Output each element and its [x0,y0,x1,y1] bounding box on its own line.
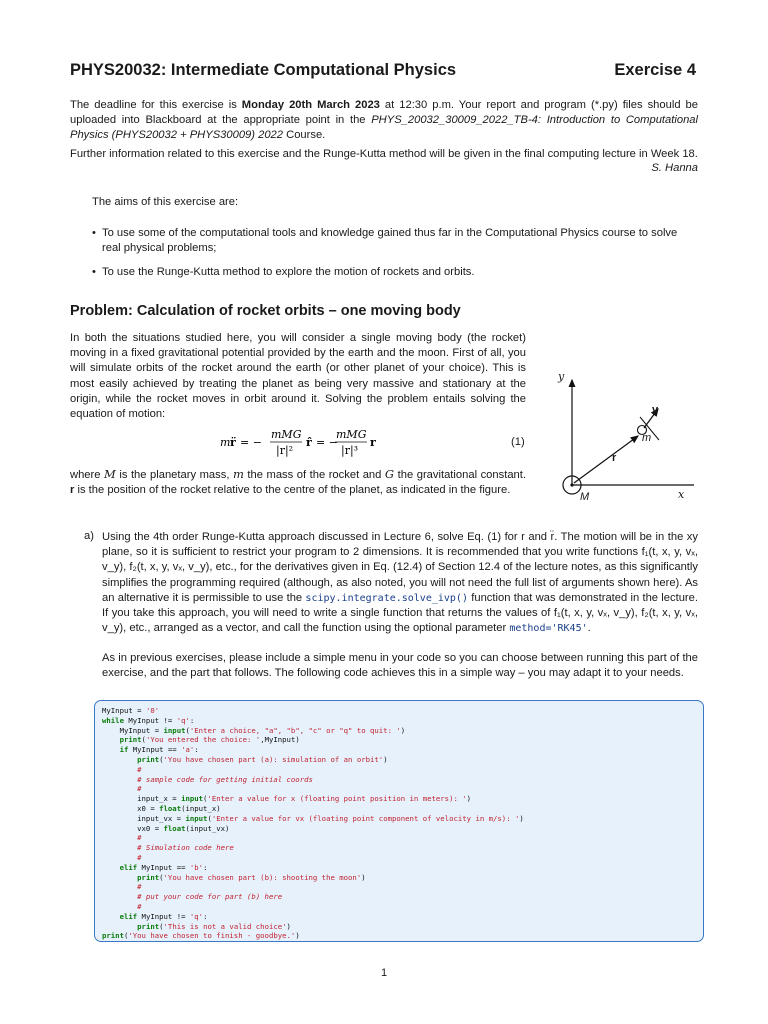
code-listing [102,706,524,941]
info-paragraph: Further information related to this exercise and the Runge-Kutta method will be given in the final computing lecture in Week 18. [70,148,698,160]
y-axis-label: y [558,370,565,383]
rocket-mass-label: m [642,432,652,444]
svg-text:mMG: mMG [336,428,367,441]
svg-text:|r|³: |r|³ [341,444,359,457]
deadline-date: Monday 20th March 2023 [241,99,380,111]
velocity-label: v [652,404,659,416]
deadline-paragraph: The deadline for this exercise is Monday 20th March 2023 at 12:30 p.m. Your report and program (*.py) files should be uploaded into Blackboard at the appropriate point in the PHYS_20032_30009_2022_TB-4: Introduction to Computational Physics (PHYS20032 + PHYS30009) 2022 Course. [70,99,699,142]
code-line: MyInput = input('Enter a choice, "a", "b", "c" or "q" to quit: ') [102,725,406,735]
svg-text:|r|²: |r|² [276,444,294,457]
code-line: # [102,833,142,843]
position-vector [574,436,638,483]
variables-paragraph: where M is the planetary mass, m the mass of the rocket and G the gravitational constant. r is the position of the rocket relative to the centre of the planet, as indicated in the figure. [70,467,526,497]
aim-item: • To use some of the computational tools and knowledge gained thus far in the Computational Physics course to solve real physical problems; [92,227,678,255]
svg-text:r̈: r̈ [230,436,236,449]
svg-text:r̂: r̂ [306,436,312,449]
code-line: while MyInput != 'q': [102,715,195,725]
code-line: # [102,784,142,794]
document-title: PHYS20032: Intermediate Computational Physics [70,61,457,79]
code-line: print('This is not a valid choice') [137,921,291,931]
aim-item: • To use the Runge-Kutta method to explore the motion of rockets and orbits. [92,266,475,278]
svg-text:= −: = − [240,436,262,449]
code-line: vx0 = float(input_vx) [102,823,230,833]
orbit-figure [548,368,708,508]
svg-text:m: m [220,436,231,449]
x-axis-label: x [678,488,685,501]
planet-mass-label: M [580,491,590,503]
code-line: elif MyInput == 'b': [119,862,208,872]
code-line: # [102,882,142,892]
planet-center [570,483,573,486]
problem-paragraph: In both the situations studied here, you will consider a single moving body (the rocket) moving in a fixed gravitational potential provided by the earth and the moon. First of all, you will simulate orbits of the rocket around the earth (or other planet of your choice). This is most easily achieved by treating the planet as being very massive and stationary at the origin, while the rocket moves in orbit around it. Solving the problem entails solving the equation of motion: [70,332,526,421]
code-line: input_vx = input('Enter a value for vx (floating point component of velocity in m/s): ') [102,813,524,823]
code-line: if MyInput == 'a': [119,745,199,755]
page-number: 1 [380,967,388,979]
code-line: print('You have chosen to finish - goodbye.') [102,931,300,941]
code-line: MyInput = '0' [102,706,160,715]
code-line: # put your code for part (b) here [102,892,283,902]
course-path: PHYS_20032_30009_2022_TB-4: Introduction to Computational Physics (PHYS20032 + PHYS30009) 2022 [70,114,698,142]
method-parameter: method='RK45' [509,623,588,635]
code-line: # [102,901,142,911]
code-line: print('You entered the choice: ',MyInput) [119,735,300,745]
equation-of-motion [220,426,540,462]
code-line: input_x = input('Enter a value for x (floating point position in meters): ') [102,794,472,804]
problem-heading: Problem: Calculation of rocket orbits – one moving body [70,303,461,319]
code-line: elif MyInput != 'q': [119,911,208,921]
part-label: a) [84,530,94,542]
svg-text:mMG: mMG [271,428,302,441]
code-line: # [102,764,142,774]
code-line: # [102,852,142,862]
menu-paragraph: As in previous exercises, please include a simple menu in your code so you can choose between running this part of the exercise, and the part that follows. The following code achieves this in a simple way – you may adapt it to your needs. [102,652,698,680]
code-line: # Simulation code here [102,843,234,853]
equation-number: (1) [511,436,525,448]
author-signature: S. Hanna [651,162,698,174]
svg-text:= −: = − [316,436,338,449]
solve-ivp-function: scipy.integrate.solve_ivp() [305,592,468,604]
exercise-number: Exercise 4 [614,61,696,79]
position-label: r [612,452,617,464]
code-line: print('You have chosen part (a): simulation of an orbit') [137,754,388,764]
code-line: print('You have chosen part (b): shooting the moon') [137,872,366,882]
code-line: # sample code for getting initial coords [102,774,313,784]
code-line: x0 = float(input_x) [102,803,221,813]
svg-text:r: r [370,436,376,449]
part-a-paragraph: Using the 4th order Runge-Kutta approach discussed in Lecture 6, solve Eq. (1) for r and r̈. The motion will be in the xy plane, so it is sufficient to restrict your program to 2 dimensions. It is recommended that you write functions f₁(t, x, y, vₓ, v_y), f₂(t, x, y, vₓ, v_y), etc., for the derivatives given in Eq. (12.4) of Section 12.4 of the lecture notes, as this significantly simplifies the programming required (although, as also noted, you will not need the full list of arguments shown here). As an alternative it is permissible to use the scipy.integrate.solve_ivp() function that was demonstrated in the lecture. If you take this approach, you will need to write a single function that returns the values of f₁(t, x, y, vₓ, v_y), f₂(t, x, y, vₓ, v_y), etc., arranged as a vector, and call the function using the optional parameter method='RK45'. [102,531,698,635]
aims-heading: The aims of this exercise are: [92,196,239,208]
